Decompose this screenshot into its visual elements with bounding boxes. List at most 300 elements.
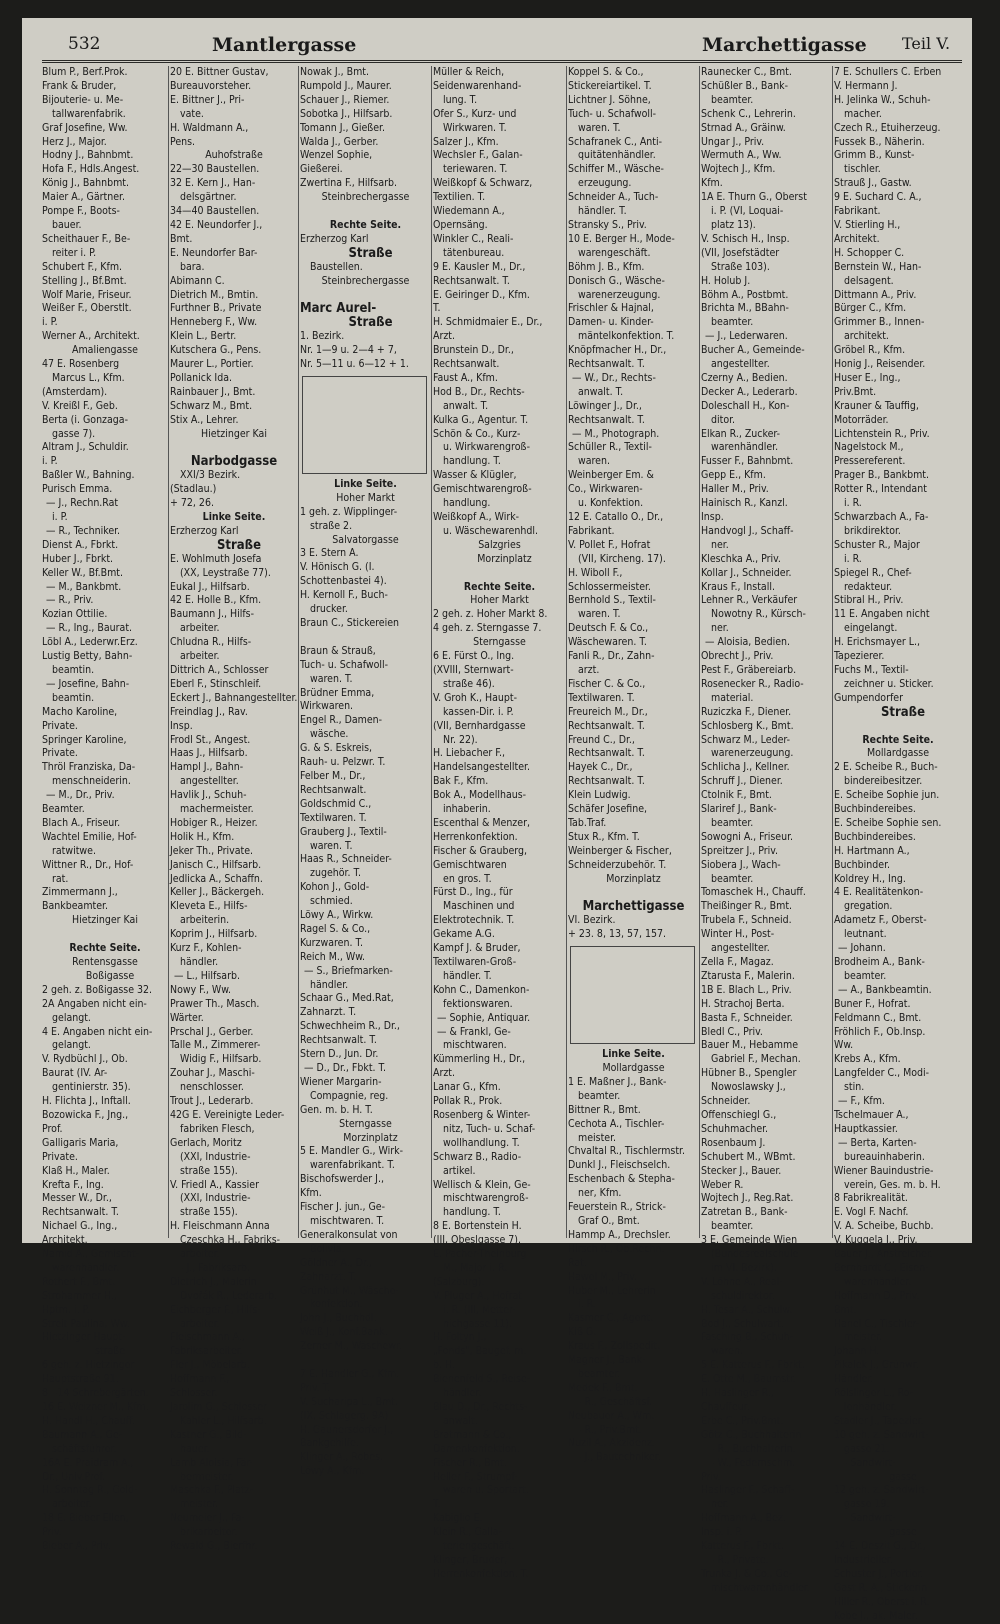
directory-line: Mollardgasse (602, 1062, 665, 1074)
directory-line: 22—30 Baustellen. (170, 163, 260, 176)
directory-line: 8 Fabrikrealität. (834, 1192, 908, 1205)
directory-line: Kabiglio E. (433, 1512, 483, 1525)
directory-line: H. Tesar A., Schulw. (701, 1303, 793, 1316)
directory-line: warenfabrikant. T. (310, 1159, 395, 1172)
column-5 (566, 66, 700, 1464)
directory-line: Eichberger F., Hilfs- (170, 1303, 261, 1316)
directory-line: Zahnarzt. T. (300, 1006, 357, 1019)
directory-line: Ztarusta F., Malerin. (701, 969, 795, 982)
directory-line: rat. (52, 872, 69, 885)
directory-line: Gast R. A., Stickerin (834, 1581, 928, 1594)
directory-line: — S., Briefmarken- (304, 964, 393, 977)
directory-line: ratwitwe. (52, 844, 96, 857)
right-running-title: Marchettigasse (702, 34, 867, 56)
directory-line: Bienenfeld S., Reise- (433, 1373, 531, 1386)
directory-line: Rumpold J., Maurer. (300, 79, 392, 92)
directory-line: Winkler C., Reali- (433, 232, 514, 245)
directory-line: Rechte Seite. (329, 218, 402, 231)
directory-line: Sterngasse (339, 1117, 392, 1130)
directory-line: material. (711, 691, 754, 704)
directory-line: Damenkonfektion. (433, 1442, 520, 1455)
directory-line: Steinbrechergasse (321, 274, 410, 287)
directory-line: Kollar J., Schneider. (701, 566, 792, 579)
directory-line (298, 289, 431, 303)
directory-line: Siobera J., Wach- (701, 858, 781, 871)
directory-line: Bankgehilfe. (300, 1437, 359, 1450)
directory-line: — R., Private. (705, 1553, 769, 1566)
directory-line: 32 E. Kern J., Han- (170, 177, 256, 190)
directory-line: Motorräder. (834, 413, 889, 426)
directory-line: Furthner B., Private (170, 302, 262, 315)
directory-line: Schüller R., Textil- (568, 441, 652, 454)
directory-line: V. A. Scheibe, Buchb. (834, 1220, 934, 1233)
directory-line: waren. (578, 455, 610, 468)
directory-line: Schneiderzubehör. T. (568, 858, 667, 871)
directory-line: 9 E. Suchard C. A., (834, 191, 922, 204)
directory-line: E. Bittner J., Pri- (170, 93, 245, 106)
directory-line: warenerzeugung. (711, 747, 794, 760)
directory-line: arbeiterin. (180, 914, 230, 927)
directory-line: Zatretan B., Bank- (701, 1206, 788, 1219)
directory-line: Fürst D., Ing., für (433, 886, 513, 899)
directory-line: Böhm J. B., Kfm. (568, 260, 645, 273)
directory-line: fabriken Flesch, (180, 1122, 255, 1135)
directory-line: V. Friedl A., Kassier (170, 1178, 259, 1191)
directory-line: reiter i. P. (52, 246, 97, 259)
directory-line: Hirsch R., Ob.Rechn. (568, 1242, 665, 1255)
directory-line: Zerner M., Wäschewr. (300, 1340, 402, 1353)
directory-line: mischtwaren. (443, 1039, 507, 1052)
directory-line: Bureauvorsteher. (170, 79, 252, 92)
directory-line: — R., Priv.Bmt. (572, 1423, 642, 1436)
directory-line: H. Strachoj Berta. (701, 997, 785, 1010)
directory-line: Magner J., Bank- (568, 1354, 646, 1367)
directory-line: 8—14 Schrebergärten. (42, 1387, 149, 1400)
directory-line: hauer. (180, 1442, 210, 1455)
directory-line: arbeiter. (52, 1498, 92, 1511)
directory-line: Wirkwaren. T. (443, 121, 507, 134)
directory-line: — L., Hilfsarb. (174, 969, 240, 982)
directory-line: Strnad A., Gräinw. (701, 121, 786, 134)
directory-line: mischtwarengroß- (443, 1192, 529, 1205)
directory-line: 8 E. Bortenstein H. (433, 1220, 522, 1233)
directory-line: Dittmann A., Priv. (834, 288, 917, 301)
directory-line: Lichtenstein R., Priv. (834, 427, 930, 440)
directory-line: Weiß J., Konf.Bank. (300, 1326, 388, 1339)
directory-line: Bernhardt C., Eisen- (834, 1261, 929, 1274)
directory-line: Blum P., Berf.Prok. (42, 66, 128, 78)
directory-line: (Salzburg). (433, 1275, 485, 1288)
directory-line: E. Otte M., Baumstr. (701, 1373, 796, 1386)
directory-line: Braun & Strauß, (300, 644, 376, 657)
directory-line: gelangt. (52, 1011, 91, 1024)
directory-line: Wasser & Klügler, (433, 469, 517, 482)
directory-line: 4 E. Realitätenkon- (834, 886, 924, 899)
directory-line: i. R. (578, 1298, 596, 1311)
directory-line: — Berta, Karten- (838, 1136, 917, 1149)
directory-line: Kurz F., Kohlen- (170, 942, 242, 955)
directory-line: (VII, Bernhardgasse (433, 719, 526, 732)
directory-line: Schneider. (701, 1095, 751, 1108)
directory-line: Strauß J., Gastw. (834, 177, 912, 190)
directory-line: Generalkonsulat von (300, 1228, 398, 1241)
directory-line: Adametz F., Oberst- (834, 914, 927, 927)
directory-line: beamtin. (52, 691, 95, 704)
directory-line: Schaar G., Med.Rat, (300, 992, 394, 1005)
directory-line: Brunstein D., Dr., (433, 344, 514, 357)
directory-line: Krebs A., Kfm. (834, 1053, 901, 1066)
directory-line: Herrenkonfektion. (433, 830, 518, 843)
directory-line: Nowoslawsky J., (711, 1081, 786, 1094)
directory-line: 2 E. Scheibe R., Buch- (834, 761, 938, 774)
directory-line: händler. T. (443, 969, 492, 982)
directory-line: Heller F., Strumpf- (433, 1470, 518, 1483)
directory-line: gregation. (844, 900, 893, 913)
street-sketch-map (570, 946, 695, 1044)
directory-line: anwalt. T. (578, 385, 624, 398)
directory-line: V. Hermann J. (834, 79, 898, 92)
directory-line: lung. T. (443, 93, 478, 106)
directory-line: Bak F., Kfm. (433, 775, 489, 788)
directory-line: Tomaschek H., Chauff. (701, 886, 806, 899)
directory-line: V. Schisch H., Insp. (701, 232, 790, 245)
directory-line: Schlicha J., Kellner. (701, 761, 790, 774)
directory-line: E. Pacher-Theinburg (433, 1248, 527, 1261)
directory-line: Haas R., Schneider- (300, 853, 392, 866)
directory-line: Stecker J., Bauer. (701, 1164, 782, 1177)
directory-line: Textilwaren. T. (300, 811, 367, 824)
directory-line: Morzinplatz (477, 552, 532, 565)
directory-line: Kahler L., Hilfsarb. (180, 1414, 267, 1427)
directory-line: ditor. (711, 413, 736, 426)
directory-line: Frischler & Hajnal, (568, 302, 654, 315)
directory-line: Rentensgasse (72, 956, 138, 968)
directory-line: Prof. (42, 1122, 63, 1135)
directory-line: Private. (42, 719, 78, 732)
directory-line: Erbe C., Priv.Bmt. (701, 1414, 784, 1427)
directory-line: E. Scheibe Sophie jun. (834, 789, 940, 802)
directory-line: Stix A., Lehrer. (170, 413, 239, 426)
directory-line: Prager B., Bankbmt. (834, 469, 929, 482)
directory-line: Narbodgasse (190, 454, 278, 470)
directory-line: i. P. (52, 511, 68, 523)
directory-line: (Bundesrealschule (711, 1248, 799, 1261)
directory-line: — Sandwirt- (838, 1512, 896, 1525)
directory-line: Brüdner Emma, (300, 686, 375, 699)
directory-line: — Sophie, Antiquar. (437, 1011, 531, 1024)
directory-line: Stransky S., Priv. (568, 218, 647, 231)
directory-line: Kleschka A., Priv. (701, 552, 781, 565)
directory-line: handlung. (443, 497, 491, 510)
directory-line: Medek F., Bmt. (568, 1381, 638, 1394)
directory-line: V. Hönisch G. (I. (300, 561, 375, 574)
directory-line: waren. (711, 1345, 743, 1358)
directory-line: Sowogni A., Friseur. (701, 830, 793, 843)
directory-line: Schlossermeister. (568, 580, 651, 593)
directory-line: 3 E. Stern A. (300, 547, 359, 560)
directory-line: Wojtech J., Reg.Rat. (701, 1192, 794, 1205)
directory-line: Löwy A., Kfm. (300, 1465, 365, 1478)
directory-line: Ctolnik F., Bmt. (701, 789, 772, 802)
directory-line: 4 E. Angaben nicht ein- (42, 1025, 153, 1038)
directory-line: konfektion. (310, 1298, 363, 1311)
directory-line: Doleschall H., Kon- (701, 399, 790, 412)
directory-line: Private. (42, 1150, 78, 1163)
directory-line: Klinger, Bruder, (433, 1553, 508, 1566)
directory-line: 18 E. Bieber Ellen, (42, 1512, 129, 1525)
directory-line: beamter. (711, 93, 754, 106)
directory-line: arbeiter. (180, 1317, 220, 1330)
directory-line: Salzgries (478, 538, 521, 551)
directory-line: Gemischtwaren (433, 858, 507, 871)
directory-line: Nr. 1—9 u. 2—4 + 7, (300, 344, 397, 357)
column-1 (40, 66, 169, 1553)
directory-line: Maier A., Gärtner. (42, 191, 125, 204)
directory-line: Engel R., Damen- (300, 714, 383, 727)
directory-line: waren. T. (310, 839, 353, 852)
directory-line: Galligaris Maria, (42, 1136, 119, 1149)
directory-line: 2 geh. z. Hoher Markt 8. (433, 608, 548, 621)
directory-line: Schwechheim R., Dr., (300, 1020, 400, 1033)
directory-line: Sobotka J., Hilfsarb. (300, 107, 393, 120)
directory-line: 1 geh. z. Wipplinger- (300, 505, 398, 518)
directory-line: + 72, 26. (170, 497, 214, 510)
directory-line: Nr. 5—11 u. 6—12 + 1. (300, 358, 409, 371)
directory-line: Göldner A., Dr., (300, 1256, 372, 1269)
directory-line: Ww. (834, 1039, 854, 1052)
directory-line: Ofer S., Kurz- und (433, 107, 517, 120)
directory-line: inhaberin. (443, 803, 491, 816)
directory-line: 1A E. Thurn G., Oberst (701, 191, 807, 204)
directory-line: Gabriel F., Mechan. (711, 1053, 801, 1066)
directory-line: Braun C., Stickereien (300, 617, 400, 629)
directory-line: Schubert F., Kfm. (42, 260, 123, 273)
directory-line: Schottenbastei 4). (300, 575, 387, 588)
directory-line: Springer Karoline, (42, 733, 127, 746)
directory-line: Arzt. (433, 330, 455, 343)
directory-line: Bernhold S., Textil- (568, 594, 656, 607)
directory-line: (IX, Schlagerg. 9A) (300, 1409, 389, 1422)
directory-line: V. Rydbüchl J., Ob. (42, 1053, 128, 1066)
directory-line: Bledl C., Priv. (701, 1025, 763, 1038)
directory-line: Jedlicka A., Schaffn. (170, 872, 263, 885)
directory-line: 5 E. Katterus F., Fbrkt. (701, 1359, 806, 1372)
directory-line: i. R. (844, 552, 862, 565)
directory-line: artikel. (443, 1164, 476, 1177)
directory-line: Bittner R., Bmt. (568, 1103, 641, 1116)
directory-line: — R., Techniker. (46, 524, 121, 537)
directory-line: Priv. (701, 1470, 721, 1483)
directory-line: Hoher Markt (336, 491, 395, 504)
directory-line: Fabrikant. (568, 524, 615, 537)
directory-line: — Josefine, Bahn- (46, 677, 130, 690)
directory-line: Bieber A., Priv. (42, 1540, 111, 1553)
directory-line: 16A E. Praidram A., (42, 1456, 134, 1469)
directory-line: Kampf J. & Bruder, (433, 942, 521, 955)
directory-line: 5 E. Mandler G., Wirk- (300, 1145, 404, 1158)
directory-line: — J., Lederwaren. (705, 330, 788, 343)
directory-line: Insp. (701, 511, 724, 523)
directory-line: Pest F., Gräbereiarb. (701, 663, 797, 676)
directory-line: Weißkopf A., Wirk- (433, 511, 520, 523)
directory-line: „Fonds", Baugef. m. (433, 1345, 527, 1358)
directory-line: Fasching B., Schuh- (701, 1331, 794, 1344)
directory-line: Rotter R., Intendant (834, 483, 927, 496)
directory-line: Nowak J., Bmt. (300, 66, 369, 78)
directory-line: 10 E. Berger H., Mode- (568, 232, 675, 245)
directory-line: händler. (310, 978, 349, 991)
directory-line: Kümmerling H., Dr., (433, 1053, 526, 1066)
directory-line: Schüßler B., Bank- (701, 79, 789, 92)
directory-line: Trubela F., Schneid. (701, 914, 792, 927)
directory-line: Wojtech J., Kfm. (701, 163, 776, 176)
directory-line: angestellter. (711, 942, 770, 955)
directory-line: Kraus F., Install. (701, 580, 775, 593)
directory-line: teriewaren. T. (443, 163, 508, 176)
directory-line: H. Holub J. (701, 274, 751, 287)
directory-line (566, 886, 699, 900)
directory-line: Rechtsanwalt. (300, 783, 367, 796)
directory-line: Spreitzer J., Priv. (701, 844, 779, 857)
directory-line: meister. (180, 1498, 218, 1511)
directory-line: H. Sonntag R., Gold- (42, 1484, 138, 1497)
directory-line: gasse (889, 1526, 917, 1539)
directory-line: Eberl F., Stinschleif. (170, 677, 262, 690)
directory-line: Straße 103). (711, 260, 770, 273)
directory-line: i. P. (42, 455, 58, 468)
directory-line: H. Haslinger R., (701, 1387, 774, 1400)
directory-line: Schiffer M., Wäsche- (568, 163, 664, 176)
directory-line: Wittner R., Dr., Hof- (42, 858, 134, 871)
directory-line: Schäfer Josefine, (568, 803, 648, 816)
directory-line: wäsche. (310, 728, 349, 741)
directory-line: Schwarz B., Radio- (433, 1150, 522, 1163)
directory-line: Ruziczka F., Diener. (701, 705, 792, 718)
directory-line: — Johann. (838, 942, 886, 955)
directory-line: Hoffmann A., Bez. (701, 1512, 786, 1525)
directory-line: Hammp A., Drechsler. (568, 1228, 671, 1241)
directory-line: gentinierstr. 35). (52, 1081, 131, 1094)
directory-line: Straße (348, 245, 393, 261)
directory-line: Hietzinger Kai (201, 427, 267, 440)
directory-line: Ragel S. & Co., (300, 922, 371, 935)
directory-line: Faust A., Kfm. (433, 371, 498, 384)
directory-line: 2A Angaben nicht ein- (42, 997, 147, 1010)
directory-line: 9 E. Kausler M., Dr., (433, 260, 526, 273)
directory-line: Huber M., Lehrerin (568, 1284, 656, 1297)
directory-line: eingelangt. (844, 622, 898, 635)
directory-line: Kleveta E., Hilfs- (170, 900, 248, 913)
directory-line: Nowy F., Ww. (170, 983, 232, 996)
directory-line: Prawer Th., Masch. (170, 997, 260, 1010)
directory-line: Zwertina F., Hilfsarb. (300, 177, 398, 190)
directory-line: mischtwarenhändler. (711, 1581, 810, 1594)
directory-line: 6 geh. z. Hietzinger (42, 1359, 135, 1372)
directory-line: Reich M., Ww. (300, 950, 365, 963)
directory-line: + 23. 8, 13, 57, 157. (568, 928, 666, 941)
directory-line: Brichta M., BBahn- (701, 302, 789, 315)
directory-line: händler. (180, 956, 219, 968)
directory-line: Marcus L., Kfm. (52, 371, 125, 384)
directory-line: Nagelstock M., (834, 441, 904, 454)
directory-line: 14 E. Deszit G., Dr., (834, 1540, 926, 1553)
directory-line: Raunecker C., Bmt. (701, 66, 792, 78)
directory-line: Kohn C., Damenkon- (433, 983, 530, 996)
directory-line: Gumpendorfer (834, 691, 903, 704)
directory-line: Pikalek J., Grünwr. (834, 1359, 919, 1372)
directory-line: Haller M., Priv. (701, 483, 769, 496)
directory-line: Wiener Bauindustrie- (834, 1164, 934, 1177)
directory-line: Schenk C., Lehrerin. (701, 107, 796, 120)
directory-line: Deutsch F. & Co., (568, 622, 649, 635)
directory-line: beamter. (711, 316, 754, 329)
directory-line: Priv.Bmt. (834, 385, 877, 398)
directory-line: Rechtsanwalt. T. (568, 719, 645, 732)
directory-line: Gepp E., Kfm. (701, 469, 766, 482)
directory-line: Rechtsanwalt. T. (568, 775, 645, 788)
directory-line: Rechtsanwalt. T. (568, 413, 645, 426)
directory-line: wollhandlung. T. (443, 1136, 520, 1149)
directory-line: Handelsangestellter. (433, 761, 530, 774)
directory-line: Baurat (IV. Ar- (42, 1067, 108, 1080)
directory-line: Zimmermann J., (42, 886, 118, 899)
directory-line: H. Liebacher F., (433, 747, 506, 760)
directory-line: Keller J., Bäckergeh. (170, 886, 265, 899)
directory-line: H. Schopper C. (834, 246, 905, 259)
directory-line: Stibral H., Priv. (834, 594, 904, 607)
directory-line: Lichtner J. Söhne, (568, 93, 651, 106)
directory-line: Wäschewaren. T. (568, 636, 647, 649)
directory-line: Chvaltal R., Tischlermstr. (568, 1145, 685, 1158)
directory-line: Hübner B., Spengler (701, 1067, 797, 1080)
directory-line: V. Kreißl F., Geb. (42, 399, 118, 412)
directory-line: anwalt. T. (443, 399, 489, 412)
directory-line: 10 geh. z. Sandwirt- (834, 1428, 929, 1441)
directory-line: Stickereiartikel. T. (568, 79, 652, 92)
directory-line: waren. T. (578, 608, 621, 621)
directory-line: u. Wäschewarenhdl. (443, 524, 538, 537)
directory-line: Fischer & Grauberg, (433, 844, 527, 857)
directory-line (298, 1354, 431, 1368)
directory-line: Cechota A., Tischler- (568, 1117, 665, 1130)
directory-line: leutnant. (844, 928, 887, 941)
directory-line: G. & S. Eskreis, (300, 742, 373, 755)
directory-line: Keller W., Bf.Bmt. (42, 566, 123, 579)
directory-line: Damen- u. Kinder- (568, 316, 654, 329)
directory-line: Elkan R., Zucker- (701, 427, 781, 440)
column-3 (298, 66, 432, 1478)
directory-line: Fabrikant. (834, 205, 881, 218)
directory-line: — M., Photograph. (572, 427, 660, 440)
directory-line: Bauer J., Anstreicher. (834, 1248, 933, 1261)
directory-line: (XVIII, Sternwart- (433, 663, 514, 676)
directory-line: Schuster R., Major (834, 538, 920, 551)
left-running-title: Mantlergasse (212, 34, 357, 56)
directory-line: teriengeschäft. (443, 1540, 515, 1553)
directory-line: Co., Wirkwaren- (568, 483, 643, 496)
directory-line: Kutschera G., Pens. (170, 344, 262, 357)
directory-line: waren. T. (310, 672, 353, 685)
directory-line: (VII, Josefstädter (701, 246, 780, 259)
directory-line: Hampl J., Bahn- (170, 761, 244, 774)
directory-line: — W., Federnschm. (705, 1456, 796, 1469)
directory-line: gasse 21. (844, 1442, 890, 1455)
directory-line: Hayek C., Dr., (568, 761, 633, 774)
directory-line: Stux R., Kfm. T. (568, 830, 640, 843)
directory-line: H. Fleischmann Anna (170, 1220, 270, 1233)
directory-line: im VI. Bezirk). (711, 1261, 777, 1274)
directory-line: tischler. (844, 163, 881, 176)
